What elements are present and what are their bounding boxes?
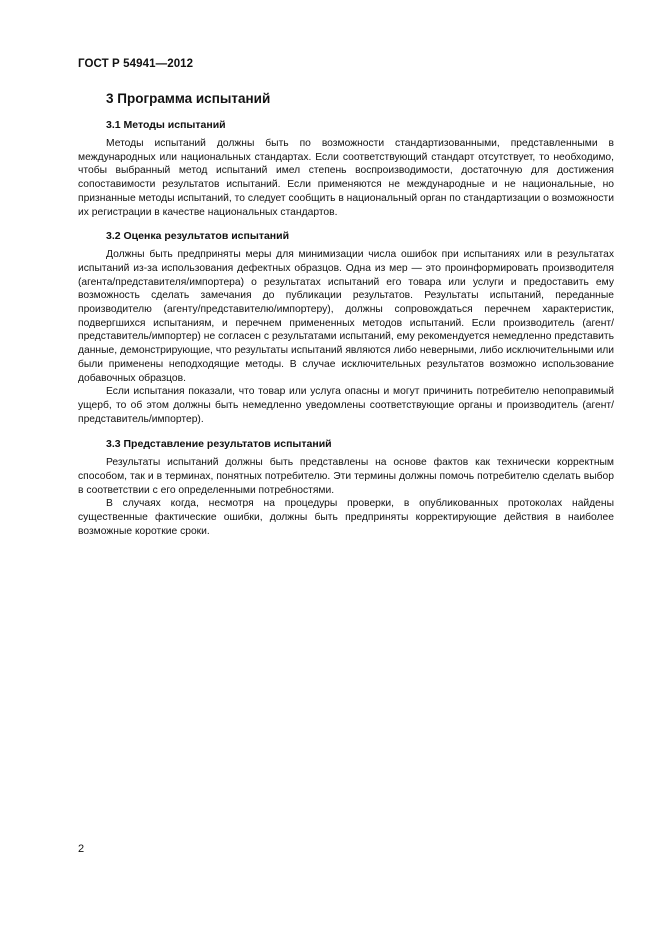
- subsection-3-2: [78, 229, 614, 426]
- paragraph: Методы испытаний должны быть по возможности стандартизованными, представленными в международных или национальных стандартах. Если соответствующий стандарт отсутствует, то необходимо, чтобы выбранный метод испытаний имел степень воспроизводимости, достаточную для достижения сопоставимости результатов испытаний. Если применяются не международные и не национальные, но признанные методы испытаний, то следует сообщить в национальный орган по стандартизации о возможности их регистрации в качестве национальных стандартов.: [78, 138, 614, 218]
- paragraph: Если испытания показали, что товар или услуга опасны и могут причинить потребителю непоправимый ущерб, то об этом должны быть немедленно уведомлены соответствующие органы и производитель (агент/представитель/импортер).: [78, 386, 614, 425]
- subsection-3-1: [78, 118, 614, 219]
- paragraph: В случаях когда, несмотря на процедуры проверки, в опубликованных протоколах найдены существенные фактические ошибки, должны быть предприняты корректирующие действия в наиболее возможные короткие сроки.: [78, 498, 614, 537]
- paragraph: Должны быть предприняты меры для минимизации числа ошибок при испытаниях или в результатах испытаний из-за использования дефектных образцов. Одна из мер — это проинформировать производителя (агента/представителя/импортера) о результатах испытаний его товара или услуги и предоставить ему возможность сделать замечания до публикации результатов. Результаты испытаний, переданные производителю (агенту/представителю/импортеру), должны сопровождаться перечнем характеристик, подвергшихся испытаниям, и перечнем примененных методов испытаний. Если производитель (агент/представитель/импортер) не согласен с результатами испытаний, ему рекомендуется немедленно представить данные, демонстрирующие, что результаты испытаний являются либо неверными, либо исключительными или были применены неподходящие методы. В случае исключительных результатов возможно использование добавочных образцов.: [78, 249, 614, 384]
- subsection-3-3: [78, 437, 614, 538]
- subsection-title: 3.2 Оценка результатов испытаний: [106, 230, 290, 243]
- subsection-title: 3.3 Представление результатов испытаний: [106, 438, 332, 451]
- document-header: ГОСТ Р 54941—2012: [78, 58, 194, 70]
- paragraph: Результаты испытаний должны быть представлены на основе фактов как технически корректным способом, так и в терминах, понятных потребителю. Эти термины должны помочь потребителю сделать выбор в соответствии с его определенными потребностями.: [78, 457, 614, 496]
- subsection-title: 3.1 Методы испытаний: [106, 119, 226, 131]
- section-title: 3 Программа испытаний: [106, 91, 271, 106]
- page-number: 2: [78, 843, 85, 855]
- page-content: [78, 90, 614, 550]
